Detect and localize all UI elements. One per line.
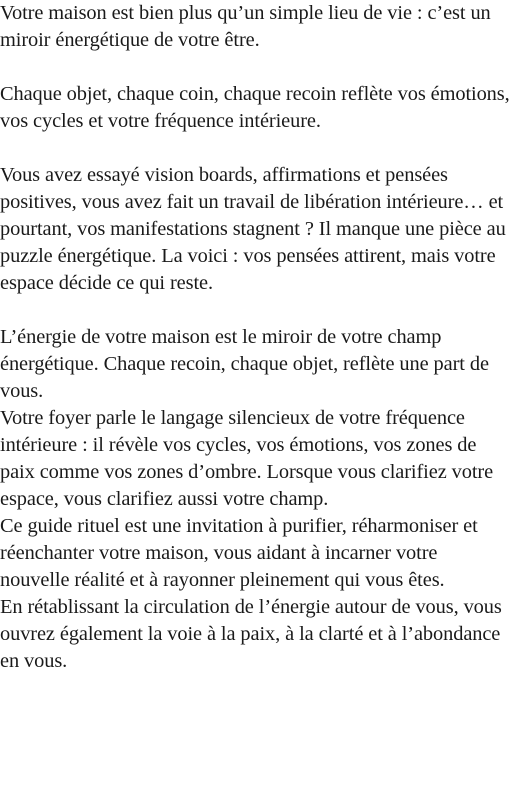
paragraph-manifestations: Vous avez essayé vision boards, affirmations et pensées positives, vous avez fait un travail de libération intérieure… et pourtant, vos manifestations stagnent ? Il manque une pièce au puzzle énergétique. La voici : vos pensées attirent, mais votre espace décide ce qui reste.: [0, 164, 506, 294]
paragraph-energy-mirror: L’énergie de votre maison est le miroir de votre champ énergétique. Chaque recoin, chaque objet, reflète une part de vous.: [0, 326, 489, 402]
paragraph-energy-circulation: En rétablissant la circulation de l’énergie autour de vous, vous ouvrez également la voie à la paix, à la clarté et à l’abondance en vous.: [0, 596, 502, 672]
paragraph-objects: Chaque objet, chaque coin, chaque recoin reflète vos émotions, vos cycles et votre fréquence intérieure.: [0, 83, 510, 132]
paragraph-guide-invitation: Ce guide rituel est une invitation à purifier, réharmoniser et réenchanter votre maison, vous aidant à incarner votre nouvelle réalité et à rayonner pleinement qui vous êtes.: [0, 515, 478, 591]
paragraph-home-language: Votre foyer parle le langage silencieux de votre fréquence intérieure : il révèle vos cycles, vos émotions, vos zones de paix comme vos zones d’ombre. Lorsque vous clarifiez votre espace, vous clarifiez aussi votre champ.: [0, 407, 494, 510]
paragraph-intro: Votre maison est bien plus qu’un simple lieu de vie : c’est un miroir énergétique de votre être.: [0, 2, 491, 51]
